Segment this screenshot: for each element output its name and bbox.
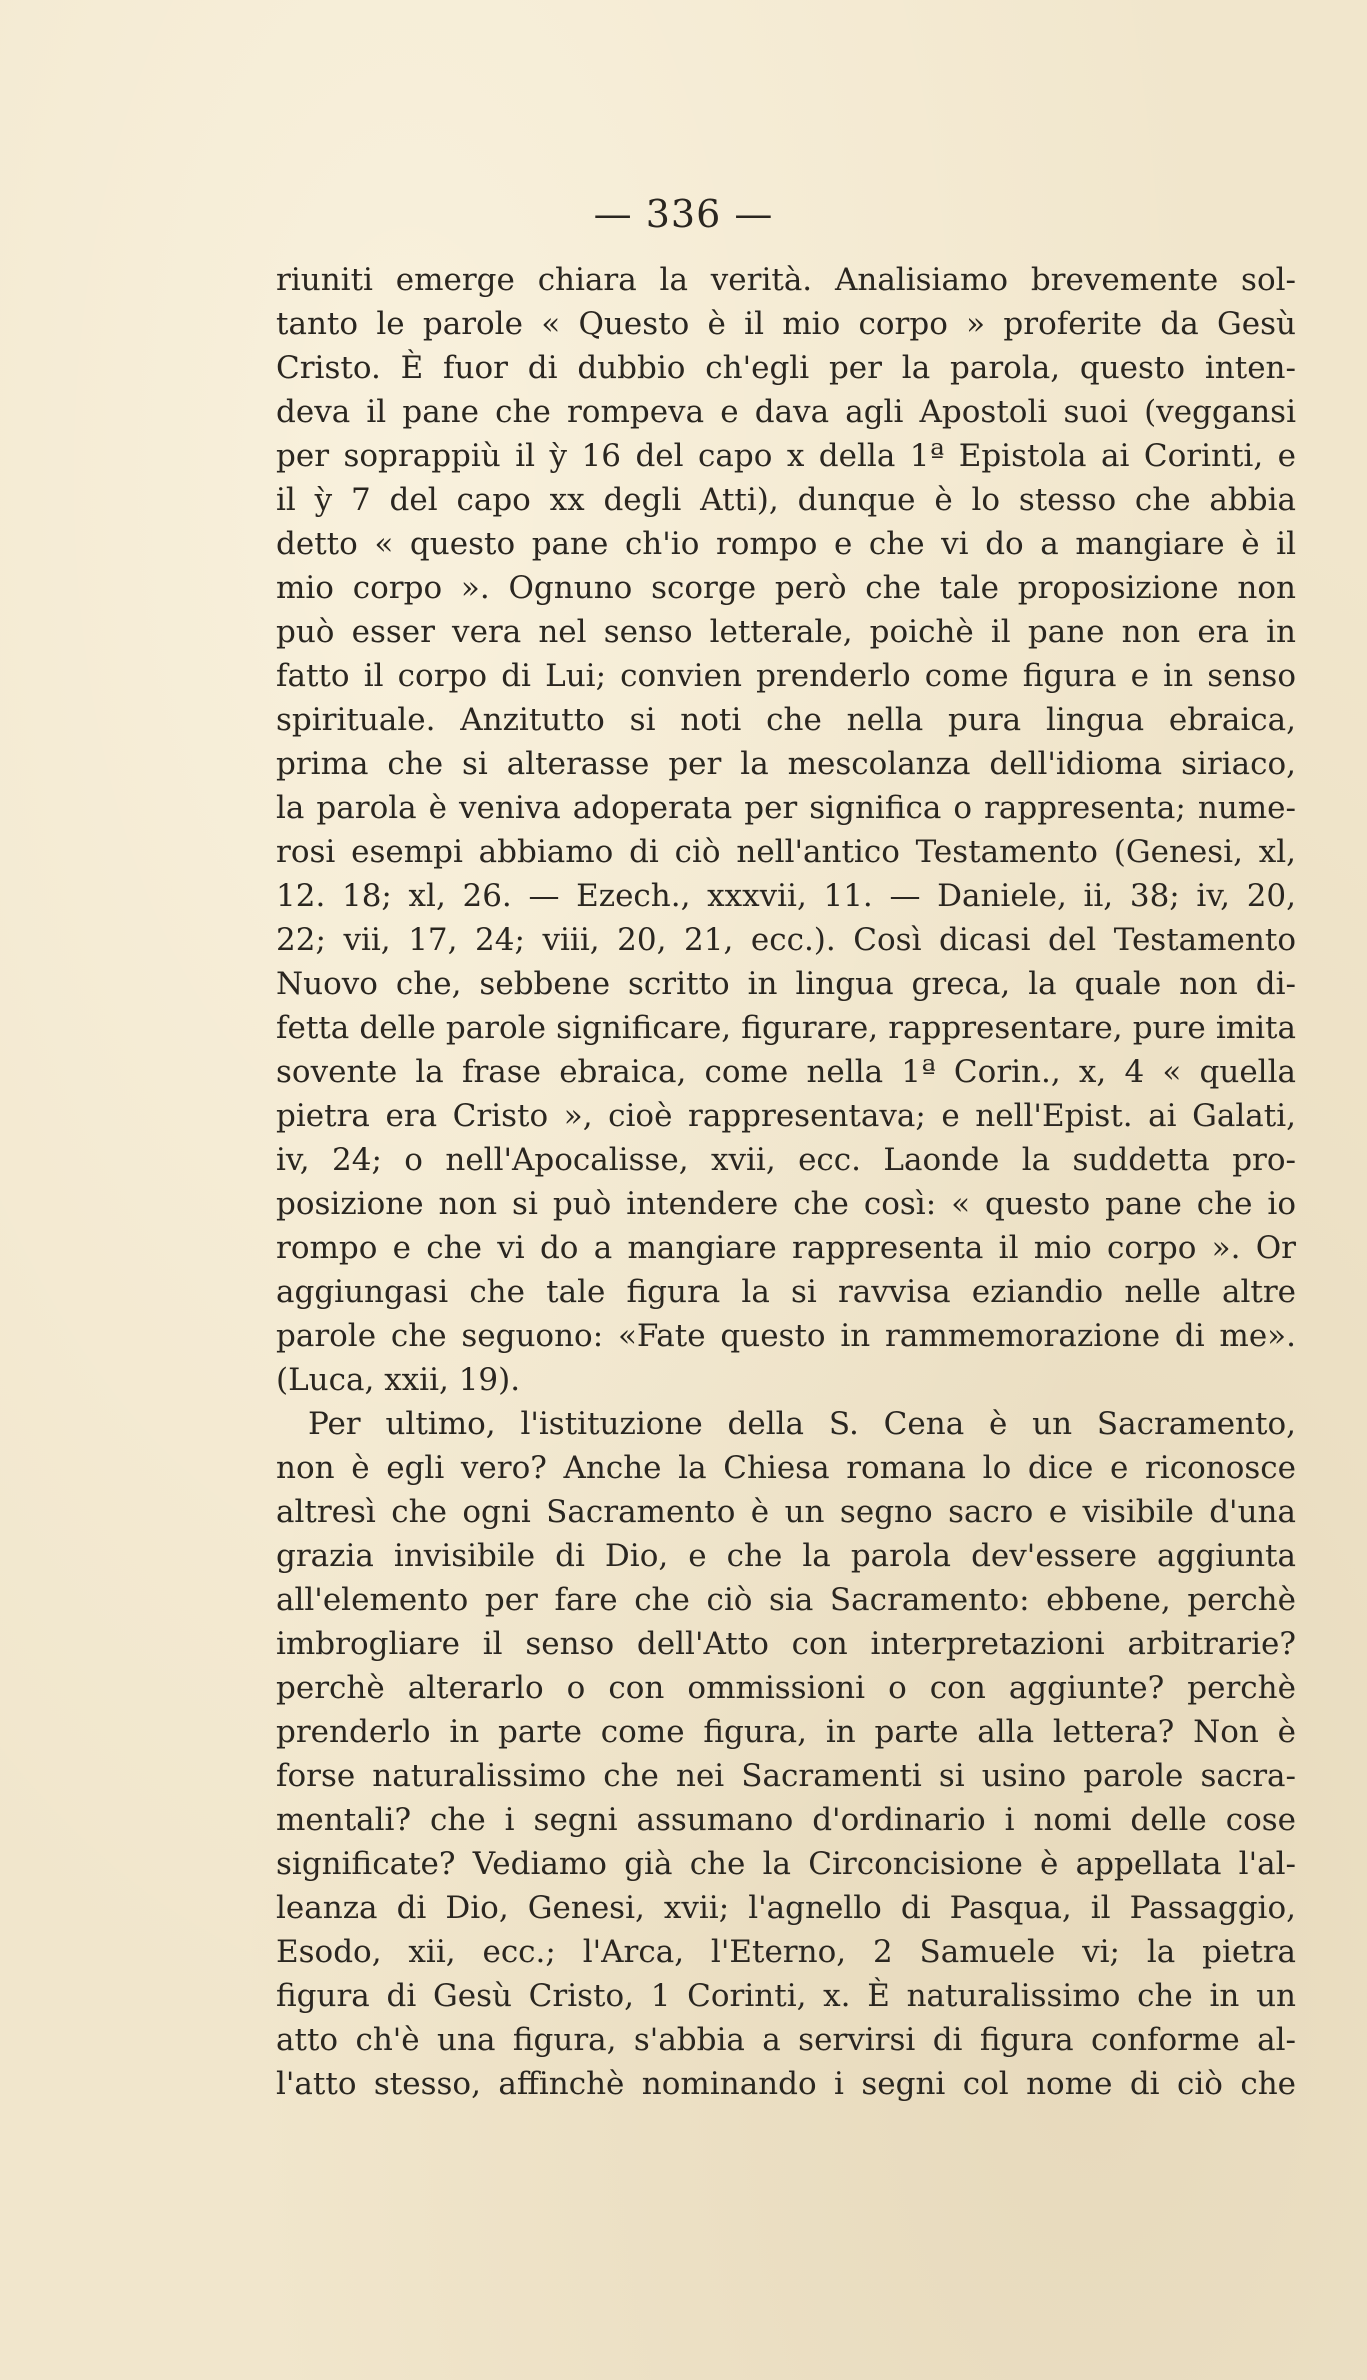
text-line: non è egli vero? Anche la Chiesa romana lo dice e riconosce — [276, 1450, 1296, 1486]
text-line: spirituale. Anzitutto si noti che nella pura lingua ebraica, — [276, 702, 1296, 738]
text-line: riuniti emerge chiara la verità. Analisiamo brevemente sol- — [276, 262, 1296, 298]
text-line: tanto le parole « Questo è il mio corpo » proferite da Gesù — [276, 306, 1296, 342]
text-line: figura di Gesù Cristo, 1 Corinti, x. È naturalissimo che in un — [276, 1978, 1296, 2014]
text-line: aggiungasi che tale figura la si ravvisa eziandio nelle altre — [276, 1274, 1296, 1310]
text-line: posizione non si può intendere che così: « questo pane che io — [276, 1186, 1296, 1222]
text-line: all'elemento per fare che ciò sia Sacramento: ebbene, perchè — [276, 1582, 1296, 1618]
text-line: leanza di Dio, Genesi, xvii; l'agnello di Pasqua, il Passaggio, — [276, 1890, 1296, 1926]
text-line: rompo e che vi do a mangiare rappresenta il mio corpo ». Or — [276, 1230, 1296, 1266]
text-line: Nuovo che, sebbene scritto in lingua greca, la quale non di- — [276, 966, 1296, 1002]
page-number: — 336 — — [593, 192, 774, 236]
text-line: sovente la frase ebraica, come nella 1ª Corin., x, 4 « quella — [276, 1054, 1296, 1090]
text-line: (Luca, xxii, 19). — [276, 1362, 521, 1398]
text-line: 12. 18; xl, 26. — Ezech., xxxvii, 11. — Daniele, ii, 38; iv, 20, — [276, 878, 1296, 914]
text-line: detto « questo pane ch'io rompo e che vi do a mangiare è il — [276, 526, 1296, 562]
text-line: rosi esempi abbiamo di ciò nell'antico Testamento (Genesi, xl, — [276, 834, 1296, 870]
text-line: pietra era Cristo », cioè rappresentava; e nell'Epist. ai Galati, — [276, 1098, 1296, 1134]
text-line: prima che si alterasse per la mescolanza dell'idioma siriaco, — [276, 746, 1296, 782]
text-line: grazia invisibile di Dio, e che la parola dev'essere aggiunta — [276, 1538, 1296, 1574]
text-line: atto ch'è una figura, s'abbia a servirsi di figura conforme al- — [276, 2022, 1296, 2058]
text-line: fatto il corpo di Lui; convien prenderlo come figura e in senso — [276, 658, 1296, 694]
text-line: per soprappiù il ỳ 16 del capo x della 1ª Epistola ai Corinti, e — [276, 438, 1296, 474]
text-line: prenderlo in parte come figura, in parte alla lettera? Non è — [276, 1714, 1296, 1750]
text-line: fetta delle parole significare, figurare, rappresentare, pure imita — [276, 1010, 1296, 1046]
text-line: l'atto stesso, affinchè nominando i segni col nome di ciò che — [276, 2066, 1296, 2102]
text-line: mentali? che i segni assumano d'ordinario i nomi delle cose — [276, 1802, 1296, 1838]
text-line: la parola è veniva adoperata per significa o rappresenta; nume- — [276, 790, 1296, 826]
text-line: perchè alterarlo o con ommissioni o con aggiunte? perchè — [276, 1670, 1296, 1706]
text-line: altresì che ogni Sacramento è un segno sacro e visibile d'una — [276, 1494, 1296, 1530]
text-line: imbrogliare il senso dell'Atto con interpretazioni arbitrarie? — [276, 1626, 1296, 1662]
paragraph — [276, 1402, 1296, 2106]
text-line: mio corpo ». Ognuno scorge però che tale proposizione non — [276, 570, 1296, 606]
text-line: il ỳ 7 del capo xx degli Atti), dunque è lo stesso che abbia — [276, 482, 1296, 518]
text-line: Cristo. È fuor di dubbio ch'egli per la parola, questo inten- — [276, 350, 1296, 386]
text-line: forse naturalissimo che nei Sacramenti si usino parole sacra- — [276, 1758, 1296, 1794]
paragraph — [276, 258, 1296, 1402]
text-line: iv, 24; o nell'Apocalisse, xvii, ecc. Laonde la suddetta pro- — [276, 1142, 1296, 1178]
text-line: 22; vii, 17, 24; viii, 20, 21, ecc.). Così dicasi del Testamento — [276, 922, 1296, 958]
text-line: può esser vera nel senso letterale, poichè il pane non era in — [276, 614, 1296, 650]
text-line: parole che seguono: «Fate questo in rammemorazione di me». — [276, 1318, 1296, 1354]
text-line: deva il pane che rompeva e dava agli Apostoli suoi (veggansi — [276, 394, 1296, 430]
text-line: Esodo, xii, ecc.; l'Arca, l'Eterno, 2 Samuele vi; la pietra — [276, 1934, 1296, 1970]
body-text — [276, 258, 1296, 2106]
text-line: Per ultimo, l'istituzione della S. Cena è un Sacramento, — [308, 1406, 1296, 1442]
text-line: significate? Vediamo già che la Circoncisione è appellata l'al- — [276, 1846, 1296, 1882]
